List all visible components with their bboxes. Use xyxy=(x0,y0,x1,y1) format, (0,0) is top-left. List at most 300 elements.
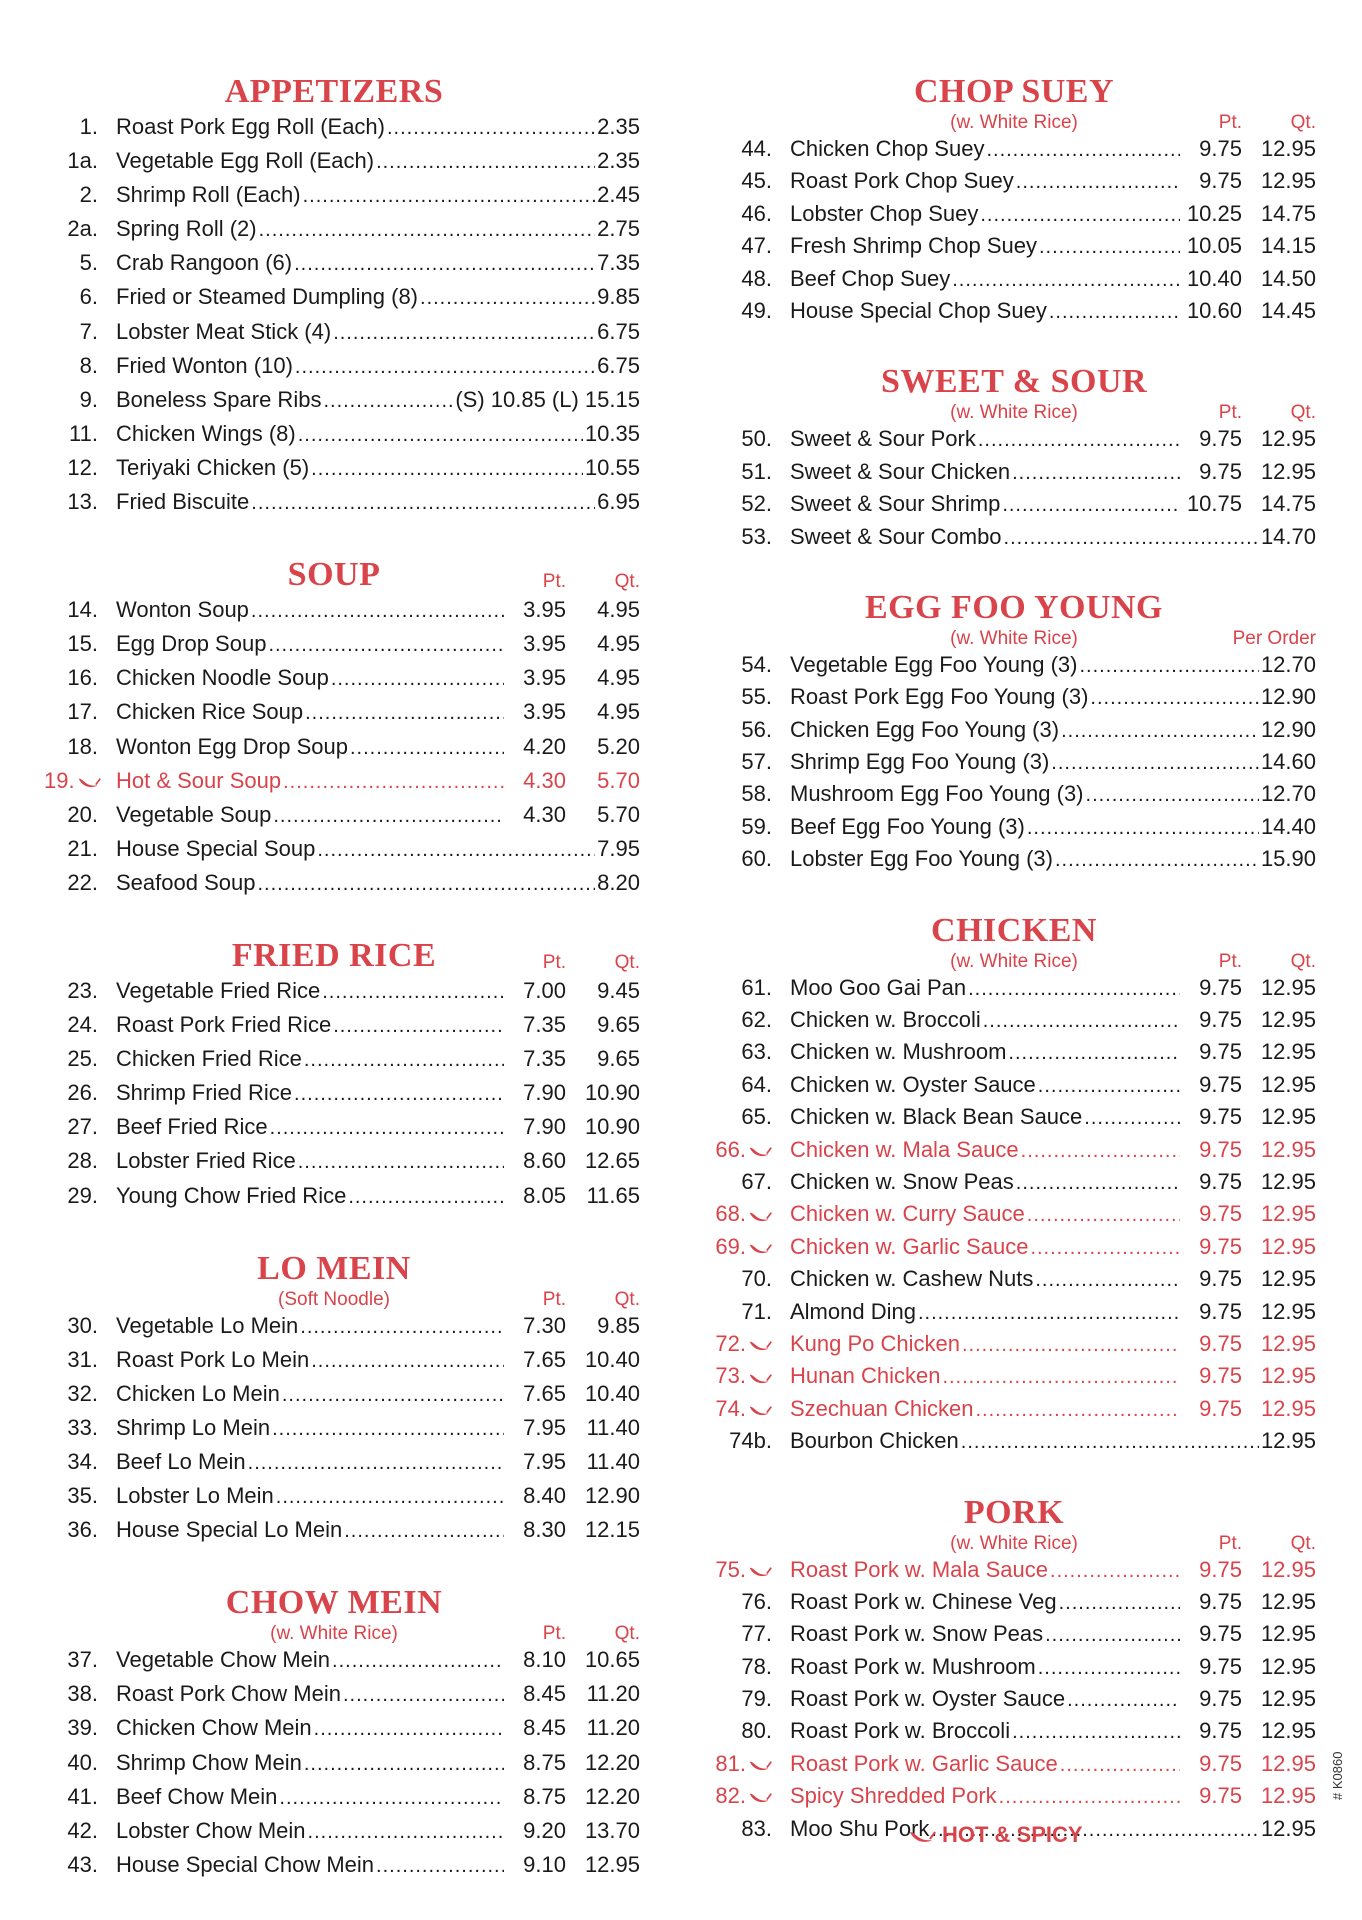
item-number xyxy=(708,1557,790,1583)
pint-price: 10.25 xyxy=(1186,200,1242,226)
item-number xyxy=(708,1299,790,1325)
dot-leader xyxy=(304,1049,504,1072)
quart-price: 9.65 xyxy=(597,1012,640,1038)
pint-price: 7.35 xyxy=(523,1046,566,1072)
item-number xyxy=(708,1718,790,1744)
pint-label: Pt. xyxy=(1218,112,1242,133)
item-number-text: 13. xyxy=(67,489,98,515)
dot-leader xyxy=(248,1452,504,1475)
item-name: Roast Pork w. Mushroom xyxy=(790,1653,1036,1679)
quart-price: 11.40 xyxy=(586,1449,640,1474)
item-name: Chicken Chop Suey xyxy=(790,136,985,161)
dot-leader xyxy=(942,1366,1180,1389)
item-number-text: 31. xyxy=(67,1346,98,1372)
menu-item xyxy=(708,1331,1316,1363)
item-number-text: 27. xyxy=(67,1114,98,1140)
dot-leader xyxy=(1079,655,1258,678)
item-name: Chicken w. Garlic Sauce xyxy=(790,1233,1029,1259)
dot-leader xyxy=(251,492,595,515)
dot-leader xyxy=(968,978,1180,1001)
pint-price: 9.75 xyxy=(1199,1168,1242,1194)
pint-price: 9.75 xyxy=(1199,168,1242,194)
dot-leader xyxy=(322,981,504,1004)
menu-section xyxy=(708,588,1316,879)
menu-item xyxy=(708,168,1316,200)
quart-price: 12.95 xyxy=(1260,1330,1316,1356)
menu-item xyxy=(708,1104,1316,1136)
pint-price: 10.40 xyxy=(1186,265,1242,291)
section-subtitle-row xyxy=(44,1623,640,1645)
pint-price: 4.30 xyxy=(523,767,566,793)
pint-price: 8.45 xyxy=(523,1681,566,1707)
item-number-text: 7. xyxy=(79,318,98,344)
dot-leader xyxy=(272,1418,504,1441)
dot-leader xyxy=(294,1083,504,1106)
menu-item xyxy=(44,1046,640,1080)
item-number-text: 75. xyxy=(715,1556,746,1582)
quart-label: Qt. xyxy=(1290,1532,1316,1554)
item-number xyxy=(708,1396,790,1422)
menu-item xyxy=(44,1381,640,1415)
chili-pepper-icon xyxy=(748,1241,772,1255)
dot-leader xyxy=(1084,1107,1180,1130)
dot-leader xyxy=(1030,1237,1180,1260)
item-number-text: 81. xyxy=(715,1750,746,1776)
item-name: Chicken Egg Foo Young (3) xyxy=(790,716,1060,742)
dot-leader xyxy=(311,458,583,481)
menu-item xyxy=(708,1783,1316,1815)
menu-item xyxy=(708,975,1316,1007)
menu-item-list xyxy=(708,136,1316,330)
menu-item xyxy=(708,652,1316,684)
item-price: 8.20 xyxy=(597,869,640,895)
section-header xyxy=(708,362,1316,402)
menu-item-list xyxy=(44,1647,640,1886)
quart-price: 12.90 xyxy=(584,1483,640,1509)
item-number xyxy=(708,1331,790,1357)
quart-label: Qt. xyxy=(614,951,640,973)
item-number-text: 29. xyxy=(67,1182,98,1208)
chili-pepper-icon xyxy=(748,1371,772,1385)
menu-item xyxy=(44,734,640,768)
item-number xyxy=(44,319,116,345)
item-number-text: 2a. xyxy=(67,216,98,242)
item-number-text: 35. xyxy=(67,1483,98,1509)
dot-leader xyxy=(1090,687,1259,710)
item-name: Fried Wonton (10) xyxy=(116,352,293,378)
menu-item xyxy=(708,1363,1316,1395)
item-number-text: 38. xyxy=(67,1681,98,1707)
quart-price: 12.95 xyxy=(1260,1266,1316,1292)
pint-price: 7.90 xyxy=(523,1080,566,1106)
dot-leader xyxy=(1055,849,1259,872)
item-number-text: 40. xyxy=(67,1749,98,1775)
item-number xyxy=(708,749,790,775)
menu-item xyxy=(708,1686,1316,1718)
pint-price: 9.10 xyxy=(523,1851,566,1877)
quart-price: 12.95 xyxy=(1260,1136,1316,1162)
menu-item xyxy=(708,1428,1316,1460)
dot-leader xyxy=(1060,1754,1180,1777)
menu-item xyxy=(708,1201,1316,1233)
menu-item xyxy=(708,136,1316,168)
item-number xyxy=(708,1654,790,1680)
item-number xyxy=(708,426,790,452)
quart-price: 10.65 xyxy=(584,1647,640,1673)
item-number-text: 57. xyxy=(741,749,772,775)
quart-price: 12.95 xyxy=(1260,168,1316,194)
pint-price: 9.75 xyxy=(1199,136,1242,161)
item-number-text: 78. xyxy=(741,1653,772,1679)
quart-price: 10.40 xyxy=(584,1380,640,1406)
item-number xyxy=(44,1681,116,1707)
pint-price: 9.75 xyxy=(1199,1750,1242,1776)
pint-price: 8.60 xyxy=(523,1148,566,1174)
item-number xyxy=(44,489,116,515)
quart-price: 12.95 xyxy=(1260,1104,1316,1130)
quart-price: 12.95 xyxy=(1260,1653,1316,1679)
item-price: 2.75 xyxy=(597,216,640,242)
quart-price: 5.70 xyxy=(597,767,640,793)
item-number-text: 44. xyxy=(741,136,772,161)
quart-price: 12.95 xyxy=(1260,458,1316,484)
dot-leader xyxy=(1016,171,1180,194)
item-number-text: 41. xyxy=(67,1783,98,1809)
quart-price: 9.85 xyxy=(597,1312,640,1338)
pint-price: 7.35 xyxy=(523,1012,566,1038)
item-number xyxy=(44,699,116,725)
item-number xyxy=(44,1647,116,1673)
quart-price: 12.95 xyxy=(1260,426,1316,452)
section-header xyxy=(708,588,1316,628)
pint-price: 7.65 xyxy=(523,1346,566,1372)
item-price: 6.75 xyxy=(597,352,640,378)
item-number-text: 1. xyxy=(79,114,98,139)
item-name: House Special Soup xyxy=(116,835,316,861)
menu-item xyxy=(44,284,640,318)
item-name: Chicken Noodle Soup xyxy=(116,665,329,691)
item-name: Teriyaki Chicken (5) xyxy=(116,454,310,480)
item-name: Wonton Soup xyxy=(116,597,249,623)
item-number xyxy=(708,524,790,550)
item-name: Beef Chow Mein xyxy=(116,1783,278,1809)
menu-item xyxy=(44,978,640,1012)
dot-leader xyxy=(303,185,596,208)
menu-item xyxy=(708,717,1316,749)
quart-price: 13.70 xyxy=(584,1817,640,1843)
item-name: Lobster Fried Rice xyxy=(116,1148,296,1174)
menu-item xyxy=(44,353,640,387)
item-number-text: 60. xyxy=(741,846,772,872)
menu-item xyxy=(708,846,1316,878)
item-name: Vegetable Fried Rice xyxy=(116,977,321,1003)
menu-item xyxy=(708,1621,1316,1653)
item-number-text: 23. xyxy=(67,977,98,1003)
quart-price: 12.95 xyxy=(1260,974,1316,1000)
pint-price: 9.75 xyxy=(1199,974,1242,1000)
pint-price: 8.40 xyxy=(523,1483,566,1509)
section-header xyxy=(44,1249,640,1289)
pint-price: 10.60 xyxy=(1186,297,1242,323)
section-title: EGG FOO YOUNG xyxy=(864,588,1164,626)
quart-price: 12.95 xyxy=(1260,1783,1316,1809)
menu-item xyxy=(44,489,640,523)
item-number xyxy=(44,1483,116,1509)
quart-price: 12.95 xyxy=(1260,1233,1316,1259)
item-number-text: 64. xyxy=(741,1071,772,1097)
item-number xyxy=(708,136,790,162)
item-price: 2.35 xyxy=(597,148,640,174)
item-number xyxy=(44,1449,116,1475)
item-price: 12.95 xyxy=(1260,1815,1316,1841)
chili-pepper-icon xyxy=(748,1564,772,1578)
menu-item-list xyxy=(44,978,640,1217)
item-number xyxy=(44,978,116,1004)
item-number-text: 50. xyxy=(741,426,772,452)
item-number-text: 63. xyxy=(741,1039,772,1065)
item-number xyxy=(44,421,116,447)
menu-item xyxy=(44,802,640,836)
item-number-text: 80. xyxy=(741,1718,772,1744)
menu-item xyxy=(44,1183,640,1217)
menu-item xyxy=(44,182,640,216)
menu-item xyxy=(708,459,1316,491)
item-number-text: 55. xyxy=(741,684,772,710)
item-name: Lobster Chow Mein xyxy=(116,1817,306,1843)
item-number xyxy=(708,201,790,227)
dot-leader xyxy=(975,1399,1180,1422)
item-name: Roast Pork Chop Suey xyxy=(790,168,1014,194)
item-name: Sweet & Sour Shrimp xyxy=(790,491,1001,517)
item-name: Roast Pork Fried Rice xyxy=(116,1012,332,1038)
item-number xyxy=(708,1363,790,1389)
item-price: (S) 10.85 (L) 15.15 xyxy=(455,386,640,412)
item-name: Chicken w. Black Bean Sauce xyxy=(790,1104,1083,1130)
menu-item xyxy=(708,1169,1316,1201)
item-name: Roast Pork Egg Foo Young (3) xyxy=(790,684,1089,710)
quart-label: Qt. xyxy=(1290,402,1316,424)
right-menu-column xyxy=(708,72,1316,1880)
quart-price: 12.65 xyxy=(584,1148,640,1174)
quart-price: 9.65 xyxy=(597,1046,640,1072)
item-price: 12.90 xyxy=(1260,716,1316,742)
menu-section xyxy=(44,72,640,523)
item-number-text: 48. xyxy=(741,265,772,291)
item-number-text: 25. xyxy=(67,1046,98,1072)
pint-price: 8.45 xyxy=(523,1715,566,1741)
menu-item xyxy=(44,1517,640,1551)
item-price: 12.70 xyxy=(1260,781,1316,807)
dot-leader xyxy=(333,322,595,345)
quart-price: 9.45 xyxy=(597,977,640,1003)
item-number xyxy=(44,870,116,896)
item-number-text: 67. xyxy=(741,1168,772,1194)
item-number-text: 1a. xyxy=(67,148,98,174)
dot-leader xyxy=(294,253,595,276)
dot-leader xyxy=(1027,817,1259,840)
section-subtitle-row xyxy=(44,1289,640,1311)
pint-price: 9.75 xyxy=(1199,458,1242,484)
item-number-text: 73. xyxy=(715,1363,746,1389)
quart-price: 4.95 xyxy=(597,699,640,725)
dot-leader xyxy=(298,1151,504,1174)
pint-price: 9.75 xyxy=(1199,1039,1242,1065)
pint-label: Pt. xyxy=(1218,950,1242,972)
dot-leader xyxy=(1027,1204,1180,1227)
item-number-text: 49. xyxy=(741,297,772,323)
item-name: House Special Chow Mein xyxy=(116,1851,375,1877)
section-title: LO MEIN xyxy=(257,1249,411,1287)
section-subtitle-row xyxy=(708,951,1316,973)
pint-label: Pt. xyxy=(1218,402,1242,424)
pint-price: 9.75 xyxy=(1199,1330,1242,1356)
item-name: Vegetable Soup xyxy=(116,801,272,827)
menu-section xyxy=(44,555,640,904)
quart-price: 10.90 xyxy=(584,1114,640,1140)
item-number xyxy=(44,1347,116,1373)
pint-price: 8.05 xyxy=(523,1182,566,1208)
item-name: Vegetable Lo Mein xyxy=(116,1312,299,1338)
item-number xyxy=(44,1818,116,1844)
menu-item xyxy=(708,1557,1316,1589)
quart-price: 14.15 xyxy=(1260,233,1316,259)
menu-item xyxy=(708,1137,1316,1169)
item-price: 12.70 xyxy=(1260,651,1316,677)
item-number xyxy=(44,182,116,208)
menu-item xyxy=(44,1148,640,1182)
item-number xyxy=(708,1816,790,1842)
item-number xyxy=(708,1137,790,1163)
item-name: Beef Lo Mein xyxy=(116,1449,246,1474)
item-number-text: 28. xyxy=(67,1148,98,1174)
dot-leader xyxy=(300,1316,504,1339)
item-number-text: 72. xyxy=(715,1330,746,1356)
pint-price: 9.75 xyxy=(1199,1686,1242,1712)
dot-leader xyxy=(314,1718,504,1741)
item-name: Chicken Lo Mein xyxy=(116,1380,280,1406)
pint-price: 3.95 xyxy=(523,699,566,725)
item-number xyxy=(44,1381,116,1407)
dot-leader xyxy=(1021,1140,1180,1163)
pint-price: 9.75 xyxy=(1199,1233,1242,1259)
item-number xyxy=(708,1751,790,1777)
item-number-text: 42. xyxy=(67,1817,98,1843)
menu-item xyxy=(44,631,640,665)
pint-price: 4.30 xyxy=(523,801,566,827)
item-number xyxy=(708,459,790,485)
dot-leader xyxy=(270,1117,504,1140)
dot-leader xyxy=(279,1787,504,1810)
item-name: Vegetable Egg Foo Young (3) xyxy=(790,651,1078,677)
menu-item xyxy=(44,148,640,182)
item-name: Young Chow Fried Rice xyxy=(116,1182,347,1208)
item-name: Boneless Spare Ribs xyxy=(116,386,322,412)
left-menu-column xyxy=(44,72,640,1918)
item-name: Roast Pork w. Mala Sauce xyxy=(790,1556,1049,1582)
pint-price: 3.95 xyxy=(523,631,566,657)
pint-price: 3.95 xyxy=(523,597,566,623)
dot-leader xyxy=(273,805,504,828)
menu-item xyxy=(708,1234,1316,1266)
item-name: Chicken w. Mushroom xyxy=(790,1039,1007,1065)
item-name: Vegetable Chow Mein xyxy=(116,1647,331,1673)
item-number xyxy=(44,148,116,174)
quart-price: 12.15 xyxy=(584,1517,640,1543)
menu-section xyxy=(708,1493,1316,1849)
dot-leader xyxy=(1004,527,1259,550)
quart-price: 11.40 xyxy=(586,1414,640,1440)
quart-price: 5.20 xyxy=(597,733,640,759)
quart-price: 10.40 xyxy=(584,1346,640,1372)
dot-leader xyxy=(343,1684,504,1707)
item-name: Vegetable Egg Roll (Each) xyxy=(116,148,375,174)
item-name: Almond Ding xyxy=(790,1298,916,1324)
item-name: Chicken Fried Rice xyxy=(116,1046,302,1072)
item-number-text: 22. xyxy=(67,869,98,895)
item-name: Chicken w. Snow Peas xyxy=(790,1168,1014,1194)
dot-leader xyxy=(986,139,1180,162)
menu-item xyxy=(44,455,640,489)
item-number-text: 24. xyxy=(67,1012,98,1038)
menu-item xyxy=(708,1299,1316,1331)
quart-label: Qt. xyxy=(1290,112,1316,133)
item-number xyxy=(44,1313,116,1339)
item-number xyxy=(44,768,116,794)
section-subtitle: (w. White Rice) xyxy=(950,1532,1078,1554)
item-number xyxy=(44,1784,116,1810)
menu-item xyxy=(708,233,1316,265)
quart-label: Qt. xyxy=(614,1623,640,1645)
dot-leader xyxy=(257,873,595,896)
item-number xyxy=(44,1415,116,1441)
quart-price: 4.95 xyxy=(597,631,640,657)
menu-code: # K0860 xyxy=(1330,1751,1345,1800)
item-name: Fried Biscuite xyxy=(116,489,250,515)
item-number-text: 46. xyxy=(741,200,772,226)
hot-spicy-label: HOT & SPICY xyxy=(942,1822,1083,1847)
item-number-text: 83. xyxy=(741,1815,772,1841)
pint-price: 9.75 xyxy=(1199,1556,1242,1582)
dot-leader xyxy=(420,287,595,310)
item-number xyxy=(44,665,116,691)
pint-price: 9.75 xyxy=(1199,1718,1242,1744)
item-number xyxy=(44,1517,116,1543)
menu-item-list xyxy=(708,652,1316,879)
menu-item xyxy=(708,1396,1316,1428)
dot-leader xyxy=(268,634,504,657)
item-number xyxy=(44,1046,116,1072)
pint-price: 9.75 xyxy=(1199,1266,1242,1292)
item-number-text: 65. xyxy=(741,1104,772,1130)
pint-price: 4.20 xyxy=(523,733,566,759)
item-price: 14.70 xyxy=(1260,523,1316,549)
menu-section xyxy=(44,1583,640,1886)
quart-price: 12.95 xyxy=(1260,1750,1316,1776)
item-number xyxy=(708,814,790,840)
menu-item-list xyxy=(708,426,1316,556)
item-number-text: 12. xyxy=(67,454,98,480)
item-number xyxy=(44,1183,116,1209)
chili-pepper-icon xyxy=(748,1790,772,1804)
pint-price: 7.90 xyxy=(523,1114,566,1140)
quart-price: 12.20 xyxy=(584,1783,640,1809)
dot-leader xyxy=(276,1486,504,1509)
item-number xyxy=(44,597,116,623)
section-subtitle: (w. White Rice) xyxy=(950,112,1078,133)
item-name: Mushroom Egg Foo Young (3) xyxy=(790,781,1084,807)
dot-leader xyxy=(344,1520,504,1543)
pint-price: 9.75 xyxy=(1199,1653,1242,1679)
